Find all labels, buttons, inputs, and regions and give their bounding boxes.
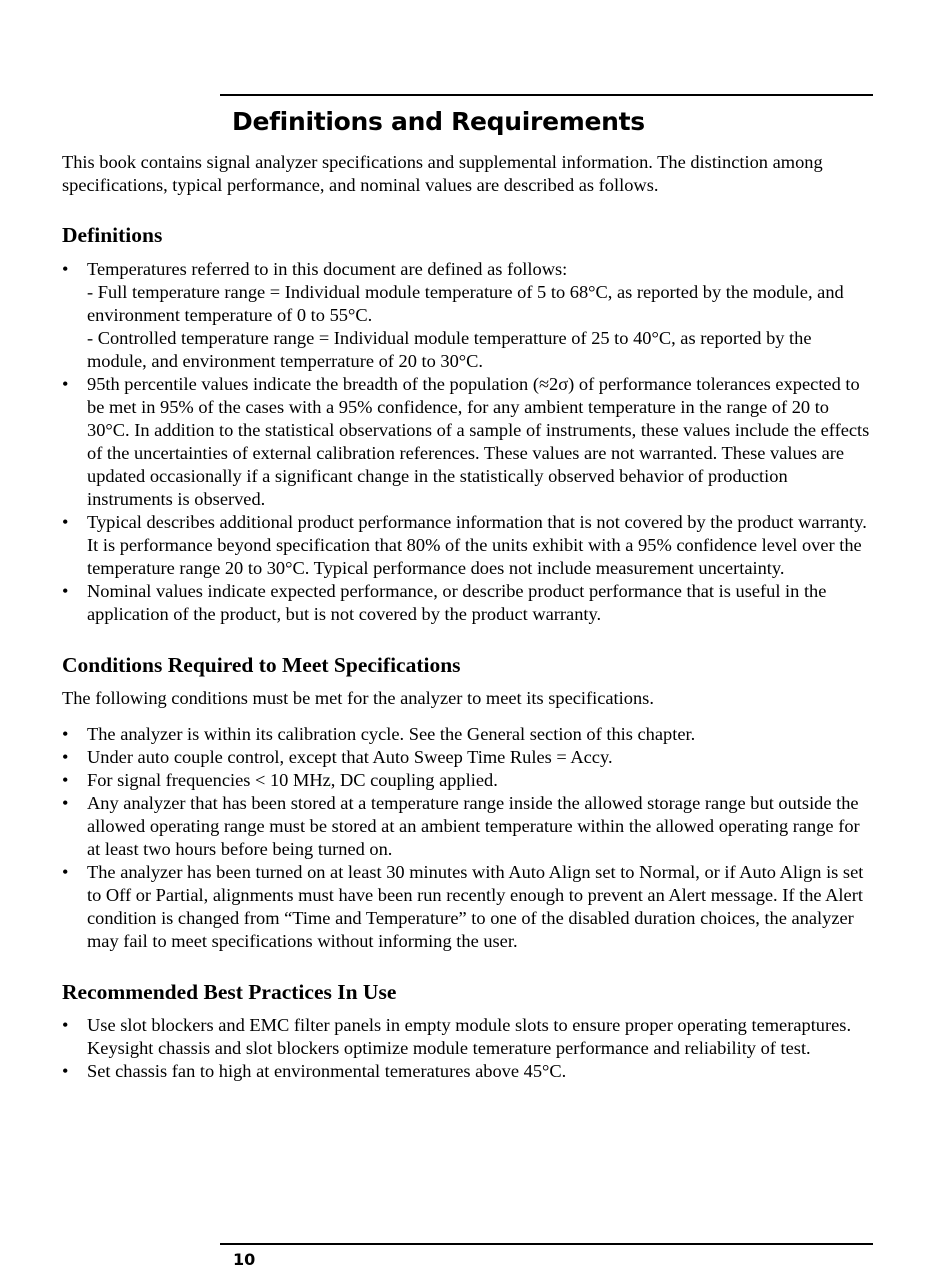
condition-text: Any analyzer that has been stored at a temperature range inside the allowed storage range but outside the allowed operating range must be stored at an ambient temperature within the allowed operating range for at least two hours before being turned on. xyxy=(87,793,860,859)
practice-text: Use slot blockers and EMC filter panels in empty module slots to ensure proper operating temeraptures. Keysight chassis and slot blockers optimize module temerature performance and reliability of test. xyxy=(87,1015,852,1058)
condition-item xyxy=(62,746,872,769)
nominal-text: Nominal values indicate expected performance, or describe product performance that is useful in the application of the product, but is not covered by the product warranty. xyxy=(87,581,827,624)
practice-item xyxy=(62,1014,872,1060)
bullet-icon: • xyxy=(62,259,69,279)
conditions-heading: Conditions Required to Meet Specifications xyxy=(62,653,461,677)
definitions-heading: Definitions xyxy=(62,223,163,247)
footer-rule xyxy=(220,1243,873,1245)
intro-paragraph: This book contains signal analyzer specifications and supplemental information. The distinction among specifications, typical performance, and nominal values are described as follows. xyxy=(62,152,823,195)
definition-typical xyxy=(62,511,872,580)
bullet-icon: • xyxy=(62,724,69,744)
page-content xyxy=(62,151,872,1083)
controlled-temperature-range: - Controlled temperature range = Individual module temperatture of 25 to 40°C, as reported by the module, and environment temperrature of 20 to 30°C. xyxy=(87,328,812,371)
percentile-text: 95th percentile values indicate the breadth of the population (≈2σ) of performance tolerances expected to be met in 95% of the cases with a 95% confidence, for any ambient temperature in the range of 20 to 30°C. In addition to the statistical observations of a sample of instruments, these values include the effects of the uncertainties of external calibration references. These values are not warranted. These values are updated occasionally if a significant change in the statistically observed behavior of production instruments is observed. xyxy=(87,374,870,509)
condition-item xyxy=(62,861,872,953)
bullet-icon: • xyxy=(62,1015,69,1035)
conditions-list xyxy=(62,723,872,953)
temperature-intro: Temperatures referred to in this document are defined as follows: xyxy=(87,259,568,279)
bullet-icon: • xyxy=(62,512,69,532)
bullet-icon: • xyxy=(62,374,69,394)
definition-percentile xyxy=(62,373,872,511)
definition-temperatures xyxy=(62,258,872,373)
bullet-icon: • xyxy=(62,793,69,813)
practices-list xyxy=(62,1014,872,1083)
conditions-intro: The following conditions must be met for the analyzer to meet its specifications. xyxy=(62,688,654,708)
definition-nominal xyxy=(62,580,872,626)
bullet-icon: • xyxy=(62,1061,69,1081)
bullet-icon: • xyxy=(62,747,69,767)
condition-text: For signal frequencies < 10 MHz, DC coupling applied. xyxy=(87,770,498,790)
definitions-list xyxy=(62,258,872,626)
condition-item xyxy=(62,792,872,861)
condition-item xyxy=(62,769,872,792)
header-rule xyxy=(220,94,873,96)
condition-text: The analyzer has been turned on at least 30 minutes with Auto Align set to Normal, or if Auto Align is set to Off or Partial, alignments must have been run recently enough to prevent an Alert message. If the Alert condition is changed from “Time and Temperature” to one of the disabled duration choices, the analyzer may fail to meet specifications without informing the user. xyxy=(87,862,864,951)
full-temperature-range: - Full temperature range = Individual module temperature of 5 to 68°C, as reported by the module, and environment temperature of 0 to 55°C. xyxy=(87,282,844,325)
bullet-icon: • xyxy=(62,581,69,601)
condition-item xyxy=(62,723,872,746)
page-title: Definitions and Requirements xyxy=(232,107,645,136)
bullet-icon: • xyxy=(62,770,69,790)
practice-item xyxy=(62,1060,872,1083)
bullet-icon: • xyxy=(62,862,69,882)
condition-text: The analyzer is within its calibration cycle. See the General section of this chapter. xyxy=(87,724,696,744)
condition-text: Under auto couple control, except that Auto Sweep Time Rules = Accy. xyxy=(87,747,613,767)
page-number: 10 xyxy=(233,1250,256,1269)
practices-heading: Recommended Best Practices In Use xyxy=(62,980,397,1004)
typical-text: Typical describes additional product performance information that is not covered by the product warranty. It is performance beyond specification that 80% of the units exhibit with a 95% confidence level over the temperature range 20 to 30°C. Typical performance does not include measurement uncertainty. xyxy=(87,512,867,578)
practice-text: Set chassis fan to high at environmental temeratures above 45°C. xyxy=(87,1061,567,1081)
